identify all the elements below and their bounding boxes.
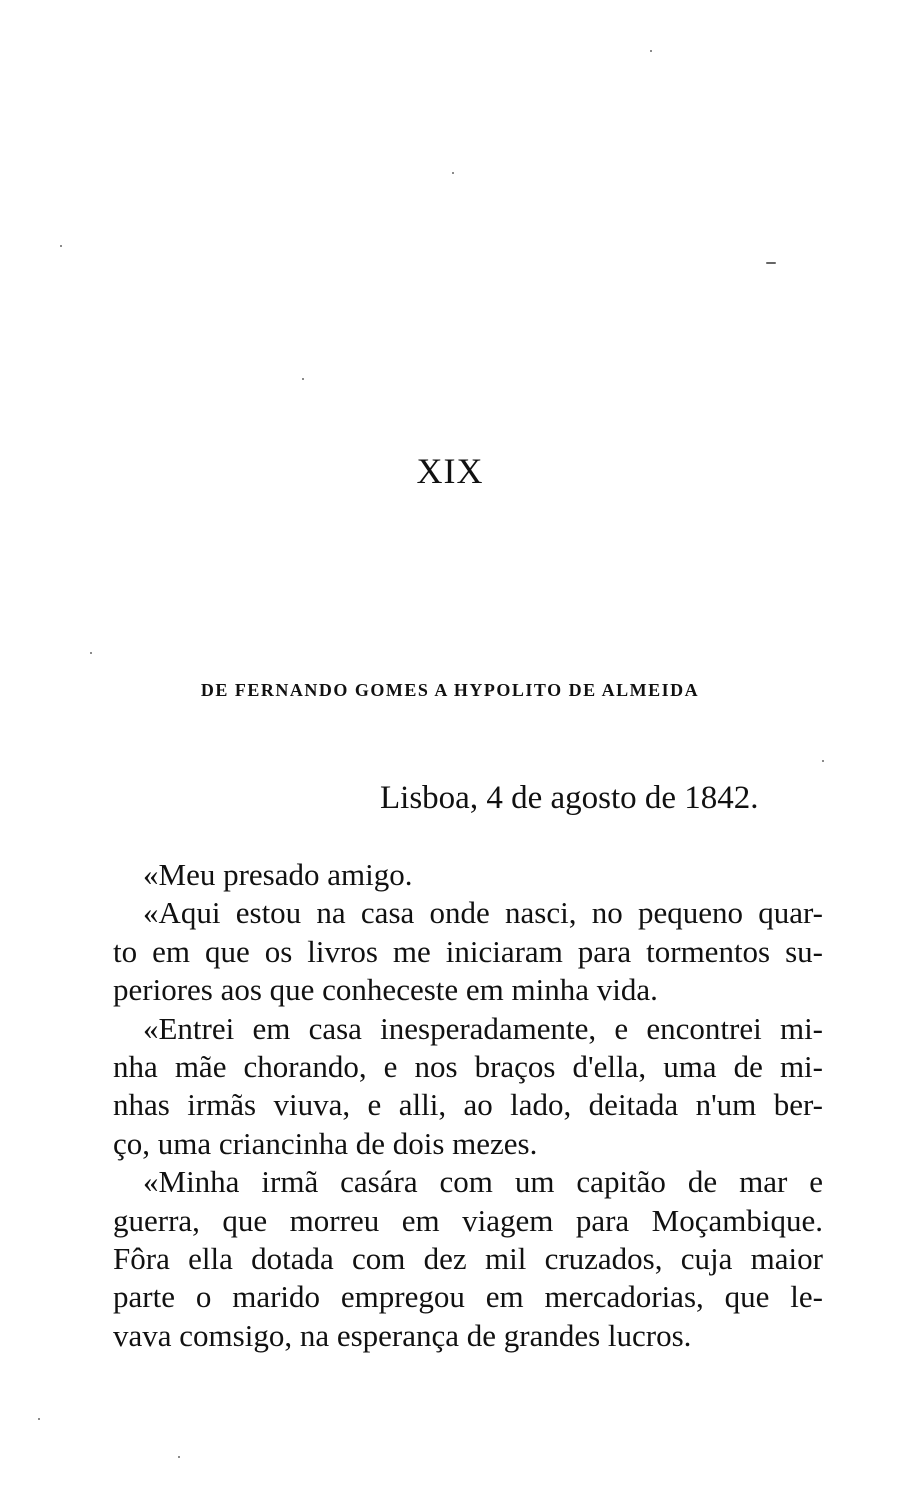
chapter-number: XIX [416,451,484,491]
paper-speck [60,245,62,247]
paper-speck [90,652,92,654]
body-line: parte o marido empregou em mercadorias, que le- [113,1279,823,1315]
body-line: Fôra ella dotada com dez mil cruzados, cuja maior [113,1241,823,1277]
body-line: «Aqui estou na casa onde nasci, no pequeno quar- [143,895,823,931]
body-line: vava comsigo, na esperança de grandes lucros. [113,1317,692,1353]
paper-speck [302,378,304,380]
body-line: periores aos que conheceste em minha vida. [113,972,658,1008]
body-line: to em que os livros me iniciaram para tormentos su- [113,933,823,969]
paper-speck [822,760,824,762]
body-line: «Meu presado amigo. [143,857,413,892]
body-line: nha mãe chorando, e nos braços d'ella, uma de mi- [113,1049,823,1085]
body-line: guerra, que morreu em viagem para Moçambique. [113,1202,823,1238]
body-line: nhas irmãs viuva, e alli, ao lado, deitada n'um ber- [113,1087,823,1123]
paper-speck [766,262,776,264]
paper-speck [38,1418,40,1420]
paper-speck [650,50,652,52]
letter-heading: DE FERNANDO GOMES A HYPOLITO DE ALMEIDA [200,680,700,700]
letter-dateline: Lisboa, 4 de agosto de 1842. [380,780,759,816]
paper-speck [178,1456,180,1458]
body-line: «Entrei em casa inesperadamente, e encontrei mi- [143,1010,823,1046]
body-line: «Minha irmã casára com um capitão de mar e [143,1164,823,1200]
body-line: ço, uma criancinha de dois mezes. [113,1125,538,1161]
paper-speck [452,172,454,174]
letter-body [113,856,823,1355]
